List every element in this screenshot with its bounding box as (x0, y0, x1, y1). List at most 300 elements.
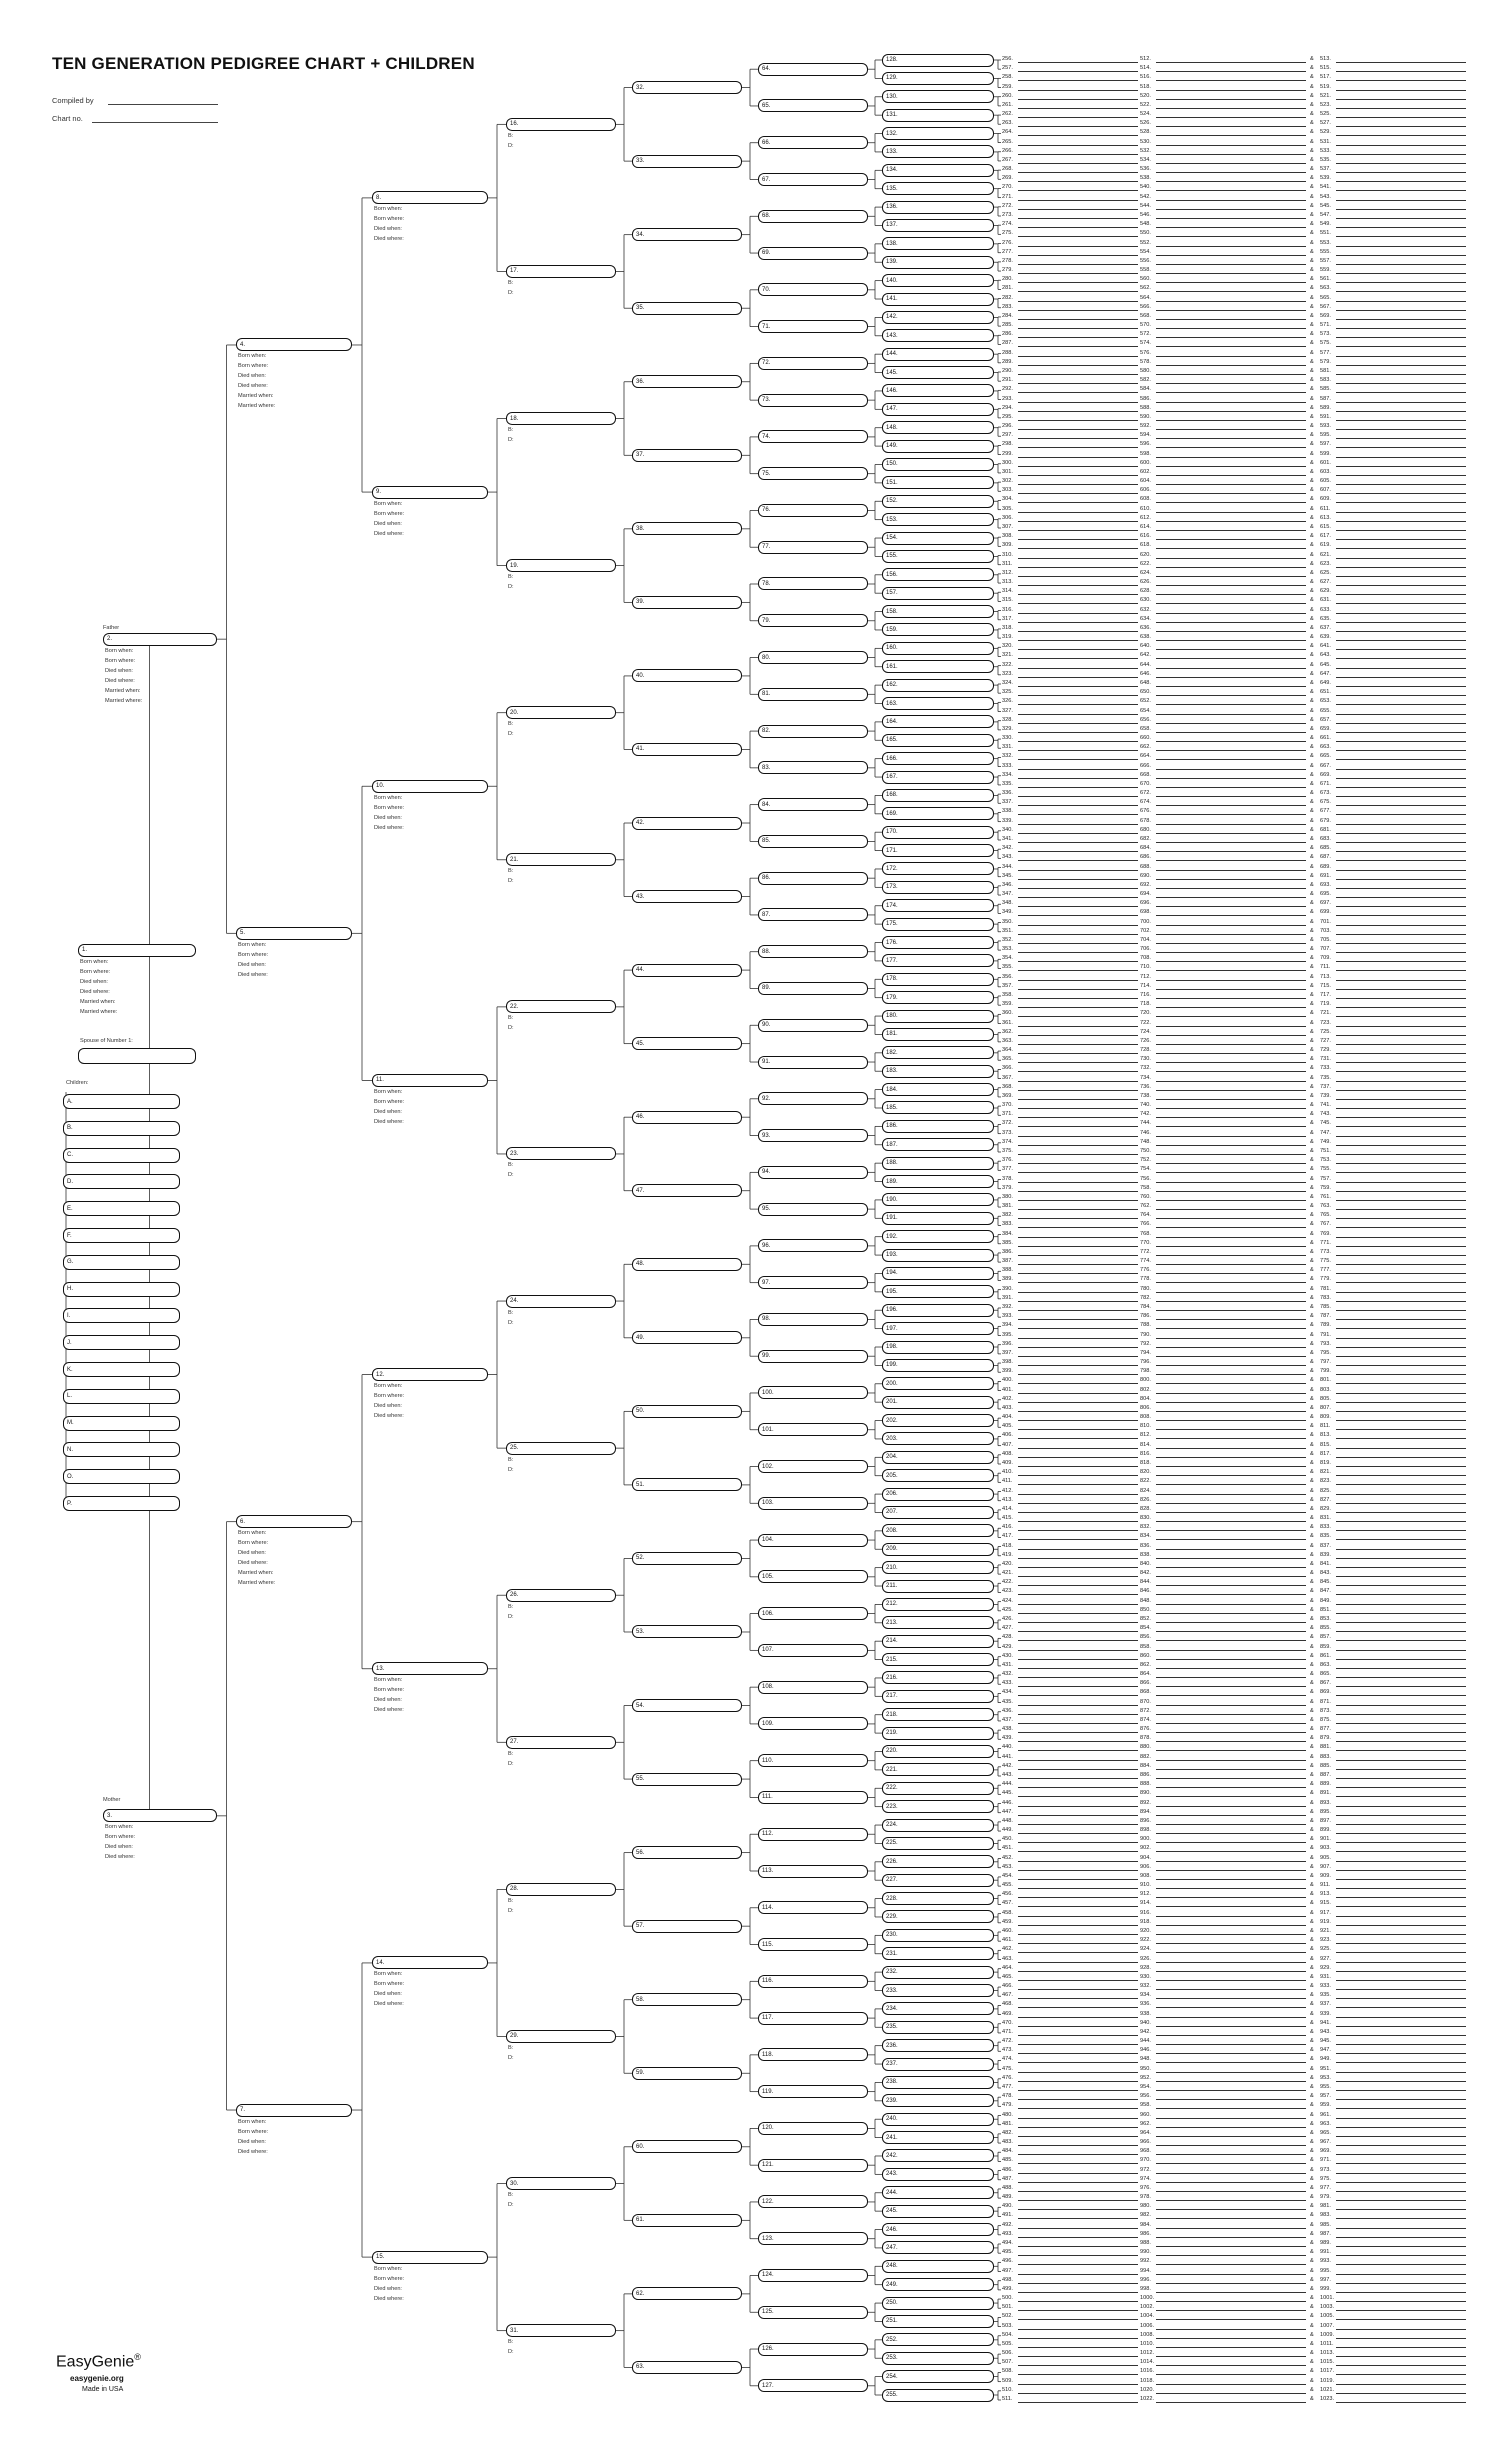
gen8-line[interactable] (1018, 126, 1138, 127)
person-box-29[interactable]: 29. (506, 2030, 616, 2043)
gen9-line[interactable] (1336, 2154, 1466, 2155)
gen9-line[interactable] (1336, 649, 1466, 650)
gen8-line[interactable] (1018, 649, 1138, 650)
person-box-211[interactable]: 211. (882, 1580, 994, 1593)
gen8-line[interactable] (1018, 457, 1138, 458)
gen9-line[interactable] (1336, 1429, 1466, 1430)
person-box-209[interactable]: 209. (882, 1543, 994, 1556)
gen8-line[interactable] (1018, 1613, 1138, 1614)
gen9-line[interactable] (1336, 1466, 1466, 1467)
person-box-126[interactable]: 126. (758, 2343, 868, 2356)
gen9-line[interactable] (1156, 264, 1306, 265)
gen9-line[interactable] (1156, 282, 1306, 283)
person-box-44[interactable]: 44. (632, 964, 742, 977)
gen9-line[interactable] (1336, 1549, 1466, 1550)
gen9-line[interactable] (1336, 1172, 1466, 1173)
gen9-line[interactable] (1156, 548, 1306, 549)
gen9-line[interactable] (1156, 209, 1306, 210)
gen9-line[interactable] (1336, 704, 1466, 705)
person-box-228[interactable]: 228. (882, 1892, 994, 1905)
gen9-line[interactable] (1156, 814, 1306, 815)
gen8-line[interactable] (1018, 732, 1138, 733)
person-box-150[interactable]: 150. (882, 458, 994, 471)
gen9-line[interactable] (1336, 2310, 1466, 2311)
gen9-line[interactable] (1156, 1457, 1306, 1458)
gen9-line[interactable] (1156, 1191, 1306, 1192)
gen8-line[interactable] (1018, 860, 1138, 861)
gen9-line[interactable] (1336, 2384, 1466, 2385)
person-box-169[interactable]: 169. (882, 807, 994, 820)
gen9-line[interactable] (1336, 1126, 1466, 1127)
gen9-line[interactable] (1336, 2329, 1466, 2330)
gen9-line[interactable] (1156, 365, 1306, 366)
spouse-box[interactable] (78, 1048, 196, 1064)
person-box-123[interactable]: 123. (758, 2232, 868, 2245)
gen9-line[interactable] (1336, 117, 1466, 118)
gen8-line[interactable] (1018, 1989, 1138, 1990)
gen9-line[interactable] (1336, 2118, 1466, 2119)
gen9-line[interactable] (1336, 2062, 1466, 2063)
gen9-line[interactable] (1336, 2283, 1466, 2284)
gen9-line[interactable] (1336, 1980, 1466, 1981)
gen8-line[interactable] (1018, 163, 1138, 164)
gen9-line[interactable] (1336, 1411, 1466, 1412)
person-box-127[interactable]: 127. (758, 2379, 868, 2392)
gen9-line[interactable] (1156, 1438, 1306, 1439)
person-box-94[interactable]: 94. (758, 1166, 868, 1179)
gen9-line[interactable] (1336, 1796, 1466, 1797)
gen8-line[interactable] (1018, 1117, 1138, 1118)
person-box-176[interactable]: 176. (882, 936, 994, 949)
person-box-224[interactable]: 224. (882, 1819, 994, 1832)
gen9-line[interactable] (1156, 1411, 1306, 1412)
person-box-97[interactable]: 97. (758, 1276, 868, 1289)
gen9-line[interactable] (1156, 1943, 1306, 1944)
child-box[interactable]: E. (63, 1201, 180, 1216)
gen9-line[interactable] (1336, 1246, 1466, 1247)
gen8-line[interactable] (1018, 2127, 1138, 2128)
gen9-line[interactable] (1336, 1328, 1466, 1329)
gen9-line[interactable] (1336, 126, 1466, 127)
gen9-line[interactable] (1156, 1090, 1306, 1091)
gen9-line[interactable] (1156, 1466, 1306, 1467)
gen8-line[interactable] (1018, 2035, 1138, 2036)
gen9-line[interactable] (1156, 457, 1306, 458)
person-box-130[interactable]: 130. (882, 90, 994, 103)
gen9-line[interactable] (1336, 658, 1466, 659)
person-box-117[interactable]: 117. (758, 2012, 868, 2025)
gen9-line[interactable] (1336, 1998, 1466, 1999)
person-box-45[interactable]: 45. (632, 1037, 742, 1050)
gen9-line[interactable] (1336, 934, 1466, 935)
gen8-line[interactable] (1018, 888, 1138, 889)
person-box-67[interactable]: 67. (758, 173, 868, 186)
gen9-line[interactable] (1336, 594, 1466, 595)
gen9-line[interactable] (1336, 71, 1466, 72)
gen9-line[interactable] (1156, 1172, 1306, 1173)
person-box-103[interactable]: 103. (758, 1497, 868, 1510)
gen8-line[interactable] (1018, 1815, 1138, 1816)
gen8-line[interactable] (1018, 108, 1138, 109)
gen8-line[interactable] (1018, 2329, 1138, 2330)
gen8-line[interactable] (1018, 1182, 1138, 1183)
person-box-92[interactable]: 92. (758, 1092, 868, 1105)
gen9-line[interactable] (1156, 521, 1306, 522)
gen8-line[interactable] (1018, 328, 1138, 329)
gen9-line[interactable] (1156, 383, 1306, 384)
gen9-line[interactable] (1336, 1301, 1466, 1302)
gen8-line[interactable] (1018, 1879, 1138, 1880)
gen8-line[interactable] (1018, 447, 1138, 448)
gen8-line[interactable] (1018, 548, 1138, 549)
gen9-line[interactable] (1336, 2044, 1466, 2045)
gen9-line[interactable] (1156, 475, 1306, 476)
person-box-59[interactable]: 59. (632, 2067, 742, 2080)
person-box-142[interactable]: 142. (882, 311, 994, 324)
person-box-28[interactable]: 28. (506, 1883, 616, 1896)
gen9-line[interactable] (1156, 906, 1306, 907)
gen9-line[interactable] (1336, 447, 1466, 448)
child-box[interactable]: L. (63, 1389, 180, 1404)
gen9-line[interactable] (1156, 1558, 1306, 1559)
gen8-line[interactable] (1018, 484, 1138, 485)
gen9-line[interactable] (1156, 1356, 1306, 1357)
gen8-line[interactable] (1018, 2062, 1138, 2063)
gen9-line[interactable] (1336, 1356, 1466, 1357)
gen8-line[interactable] (1018, 970, 1138, 971)
gen9-line[interactable] (1336, 457, 1466, 458)
person-box-55[interactable]: 55. (632, 1773, 742, 1786)
gen9-line[interactable] (1336, 1209, 1466, 1210)
person-box-77[interactable]: 77. (758, 541, 868, 554)
gen8-line[interactable] (1018, 934, 1138, 935)
gen9-line[interactable] (1336, 2255, 1466, 2256)
gen9-line[interactable] (1156, 273, 1306, 274)
child-box[interactable]: C. (63, 1148, 180, 1163)
gen9-line[interactable] (1336, 328, 1466, 329)
gen8-line[interactable] (1018, 2347, 1138, 2348)
person-box-31[interactable]: 31. (506, 2324, 616, 2337)
gen8-line[interactable] (1018, 1861, 1138, 1862)
gen9-line[interactable] (1156, 1016, 1306, 1017)
gen9-line[interactable] (1156, 1806, 1306, 1807)
gen8-line[interactable] (1018, 1035, 1138, 1036)
gen9-line[interactable] (1156, 732, 1306, 733)
gen9-line[interactable] (1156, 1861, 1306, 1862)
gen9-line[interactable] (1336, 2274, 1466, 2275)
gen9-line[interactable] (1336, 80, 1466, 81)
gen9-line[interactable] (1156, 62, 1306, 63)
gen9-line[interactable] (1156, 989, 1306, 990)
gen8-line[interactable] (1018, 71, 1138, 72)
person-box-178[interactable]: 178. (882, 973, 994, 986)
gen9-line[interactable] (1336, 1071, 1466, 1072)
person-box-129[interactable]: 129. (882, 72, 994, 85)
gen9-line[interactable] (1156, 1310, 1306, 1311)
gen9-line[interactable] (1156, 613, 1306, 614)
gen9-line[interactable] (1336, 62, 1466, 63)
gen8-line[interactable] (1018, 2007, 1138, 2008)
gen9-line[interactable] (1336, 2292, 1466, 2293)
gen8-line[interactable] (1018, 1108, 1138, 1109)
gen8-line[interactable] (1018, 1842, 1138, 1843)
gen8-line[interactable] (1018, 1512, 1138, 1513)
gen9-line[interactable] (1156, 1282, 1306, 1283)
gen9-line[interactable] (1156, 2154, 1306, 2155)
person-box-241[interactable]: 241. (882, 2131, 994, 2144)
person-box-106[interactable]: 106. (758, 1607, 868, 1620)
gen8-line[interactable] (1018, 2081, 1138, 2082)
gen9-line[interactable] (1336, 778, 1466, 779)
gen9-line[interactable] (1156, 512, 1306, 513)
gen9-line[interactable] (1336, 246, 1466, 247)
gen8-line[interactable] (1018, 190, 1138, 191)
gen9-line[interactable] (1156, 714, 1306, 715)
person-box-54[interactable]: 54. (632, 1699, 742, 1712)
gen8-line[interactable] (1018, 1539, 1138, 1540)
gen8-line[interactable] (1018, 2044, 1138, 2045)
gen9-line[interactable] (1336, 787, 1466, 788)
gen9-line[interactable] (1336, 796, 1466, 797)
gen8-line[interactable] (1018, 741, 1138, 742)
person-box-214[interactable]: 214. (882, 1635, 994, 1648)
gen9-line[interactable] (1336, 209, 1466, 210)
gen8-line[interactable] (1018, 1126, 1138, 1127)
person-box-161[interactable]: 161. (882, 660, 994, 673)
person-box-164[interactable]: 164. (882, 715, 994, 728)
person-box-48[interactable]: 48. (632, 1258, 742, 1271)
person-box-167[interactable]: 167. (882, 771, 994, 784)
gen9-line[interactable] (1156, 1209, 1306, 1210)
gen8-line[interactable] (1018, 714, 1138, 715)
gen9-line[interactable] (1336, 1906, 1466, 1907)
gen9-line[interactable] (1336, 1815, 1466, 1816)
person-box-184[interactable]: 184. (882, 1083, 994, 1096)
person-box-227[interactable]: 227. (882, 1874, 994, 1887)
gen8-line[interactable] (1018, 402, 1138, 403)
person-box-78[interactable]: 78. (758, 577, 868, 590)
person-box-132[interactable]: 132. (882, 127, 994, 140)
person-box-111[interactable]: 111. (758, 1791, 868, 1804)
gen9-line[interactable] (1336, 2218, 1466, 2219)
person-box-156[interactable]: 156. (882, 568, 994, 581)
gen9-line[interactable] (1336, 1292, 1466, 1293)
gen9-line[interactable] (1336, 2108, 1466, 2109)
person-box-193[interactable]: 193. (882, 1249, 994, 1262)
gen9-line[interactable] (1156, 915, 1306, 916)
gen9-line[interactable] (1156, 961, 1306, 962)
gen9-line[interactable] (1156, 1750, 1306, 1751)
gen9-line[interactable] (1156, 2035, 1306, 2036)
gen9-line[interactable] (1156, 649, 1306, 650)
person-box-244[interactable]: 244. (882, 2186, 994, 2199)
gen9-line[interactable] (1156, 218, 1306, 219)
person-box-216[interactable]: 216. (882, 1671, 994, 1684)
chart-number-field[interactable] (92, 122, 218, 123)
person-box-63[interactable]: 63. (632, 2361, 742, 2374)
gen9-line[interactable] (1336, 814, 1466, 815)
gen9-line[interactable] (1156, 126, 1306, 127)
person-box-202[interactable]: 202. (882, 1414, 994, 1427)
gen9-line[interactable] (1156, 1879, 1306, 1880)
gen9-line[interactable] (1156, 1714, 1306, 1715)
gen8-line[interactable] (1018, 2218, 1138, 2219)
gen9-line[interactable] (1156, 1952, 1306, 1953)
person-box-221[interactable]: 221. (882, 1763, 994, 1776)
gen8-line[interactable] (1018, 2154, 1138, 2155)
person-box-27[interactable]: 27. (506, 1736, 616, 1749)
person-box-192[interactable]: 192. (882, 1230, 994, 1243)
person-box-71[interactable]: 71. (758, 320, 868, 333)
gen8-line[interactable] (1018, 2310, 1138, 2311)
person-box-33[interactable]: 33. (632, 155, 742, 168)
person-box-116[interactable]: 116. (758, 1975, 868, 1988)
gen8-line[interactable] (1018, 2099, 1138, 2100)
person-box-115[interactable]: 115. (758, 1938, 868, 1951)
gen9-line[interactable] (1156, 2329, 1306, 2330)
gen9-line[interactable] (1336, 943, 1466, 944)
person-box-85[interactable]: 85. (758, 835, 868, 848)
person-box-6[interactable]: 6. (236, 1515, 352, 1528)
gen9-line[interactable] (1336, 1026, 1466, 1027)
gen9-line[interactable] (1156, 1365, 1306, 1366)
person-box-93[interactable]: 93. (758, 1129, 868, 1142)
gen9-line[interactable] (1336, 1604, 1466, 1605)
gen9-line[interactable] (1156, 1998, 1306, 1999)
gen9-line[interactable] (1156, 1448, 1306, 1449)
gen9-line[interactable] (1336, 567, 1466, 568)
gen8-line[interactable] (1018, 1429, 1138, 1430)
gen9-line[interactable] (1156, 117, 1306, 118)
gen9-line[interactable] (1156, 769, 1306, 770)
person-box-230[interactable]: 230. (882, 1929, 994, 1942)
gen8-line[interactable] (1018, 135, 1138, 136)
gen9-line[interactable] (1336, 906, 1466, 907)
gen9-line[interactable] (1336, 1833, 1466, 1834)
gen9-line[interactable] (1336, 1512, 1466, 1513)
gen9-line[interactable] (1156, 2017, 1306, 2018)
gen8-line[interactable] (1018, 2356, 1138, 2357)
gen9-line[interactable] (1156, 1668, 1306, 1669)
gen8-line[interactable] (1018, 246, 1138, 247)
gen9-line[interactable] (1336, 640, 1466, 641)
person-box-201[interactable]: 201. (882, 1396, 994, 1409)
gen9-line[interactable] (1336, 2301, 1466, 2302)
gen9-line[interactable] (1156, 337, 1306, 338)
gen9-line[interactable] (1156, 1604, 1306, 1605)
gen9-line[interactable] (1336, 2246, 1466, 2247)
gen9-line[interactable] (1336, 1457, 1466, 1458)
gen9-line[interactable] (1336, 1053, 1466, 1054)
gen8-line[interactable] (1018, 1806, 1138, 1807)
gen8-line[interactable] (1018, 567, 1138, 568)
person-box-243[interactable]: 243. (882, 2168, 994, 2181)
gen8-line[interactable] (1018, 2283, 1138, 2284)
gen9-line[interactable] (1336, 1420, 1466, 1421)
gen9-line[interactable] (1336, 2136, 1466, 2137)
gen8-line[interactable] (1018, 1356, 1138, 1357)
gen8-line[interactable] (1018, 466, 1138, 467)
gen9-line[interactable] (1336, 2237, 1466, 2238)
gen9-line[interactable] (1156, 2301, 1306, 2302)
gen9-line[interactable] (1336, 2099, 1466, 2100)
gen9-line[interactable] (1156, 759, 1306, 760)
gen9-line[interactable] (1156, 778, 1306, 779)
person-box-74[interactable]: 74. (758, 430, 868, 443)
person-box-175[interactable]: 175. (882, 918, 994, 931)
person-box-89[interactable]: 89. (758, 982, 868, 995)
gen9-line[interactable] (1336, 2200, 1466, 2201)
person-box-105[interactable]: 105. (758, 1570, 868, 1583)
gen9-line[interactable] (1336, 1824, 1466, 1825)
gen8-line[interactable] (1018, 1383, 1138, 1384)
gen9-line[interactable] (1156, 1503, 1306, 1504)
gen8-line[interactable] (1018, 897, 1138, 898)
gen9-line[interactable] (1336, 1806, 1466, 1807)
gen9-line[interactable] (1156, 741, 1306, 742)
gen8-line[interactable] (1018, 530, 1138, 531)
person-box-204[interactable]: 204. (882, 1451, 994, 1464)
gen8-line[interactable] (1018, 1594, 1138, 1595)
gen8-line[interactable] (1018, 1622, 1138, 1623)
person-box-61[interactable]: 61. (632, 2214, 742, 2227)
gen8-line[interactable] (1018, 1962, 1138, 1963)
gen9-line[interactable] (1156, 484, 1306, 485)
gen9-line[interactable] (1336, 925, 1466, 926)
person-box-191[interactable]: 191. (882, 1212, 994, 1225)
gen8-line[interactable] (1018, 1677, 1138, 1678)
person-box-160[interactable]: 160. (882, 642, 994, 655)
gen9-line[interactable] (1336, 1741, 1466, 1742)
gen9-line[interactable] (1156, 2356, 1306, 2357)
gen9-line[interactable] (1336, 411, 1466, 412)
gen9-line[interactable] (1336, 1668, 1466, 1669)
gen8-line[interactable] (1018, 1971, 1138, 1972)
person-box-125[interactable]: 125. (758, 2306, 868, 2319)
gen8-line[interactable] (1018, 512, 1138, 513)
gen9-line[interactable] (1156, 2374, 1306, 2375)
gen9-line[interactable] (1336, 1007, 1466, 1008)
gen9-line[interactable] (1156, 2384, 1306, 2385)
gen8-line[interactable] (1018, 695, 1138, 696)
person-box-128[interactable]: 128. (882, 54, 994, 67)
gen9-line[interactable] (1156, 1980, 1306, 1981)
gen9-line[interactable] (1156, 870, 1306, 871)
gen9-line[interactable] (1156, 925, 1306, 926)
gen8-line[interactable] (1018, 2053, 1138, 2054)
gen8-line[interactable] (1018, 2108, 1138, 2109)
person-box-53[interactable]: 53. (632, 1625, 742, 1638)
person-box-99[interactable]: 99. (758, 1350, 868, 1363)
gen9-line[interactable] (1156, 750, 1306, 751)
gen9-line[interactable] (1156, 1117, 1306, 1118)
person-box-166[interactable]: 166. (882, 752, 994, 765)
person-box-113[interactable]: 113. (758, 1865, 868, 1878)
gen8-line[interactable] (1018, 1659, 1138, 1660)
person-box-249[interactable]: 249. (882, 2278, 994, 2291)
gen8-line[interactable] (1018, 1870, 1138, 1871)
gen8-line[interactable] (1018, 1071, 1138, 1072)
person-box-157[interactable]: 157. (882, 587, 994, 600)
person-box-52[interactable]: 52. (632, 1552, 742, 1565)
gen8-line[interactable] (1018, 1769, 1138, 1770)
gen8-line[interactable] (1018, 291, 1138, 292)
person-box-207[interactable]: 207. (882, 1506, 994, 1519)
gen8-line[interactable] (1018, 2374, 1138, 2375)
gen9-line[interactable] (1336, 99, 1466, 100)
person-box-119[interactable]: 119. (758, 2085, 868, 2098)
person-box-84[interactable]: 84. (758, 798, 868, 811)
